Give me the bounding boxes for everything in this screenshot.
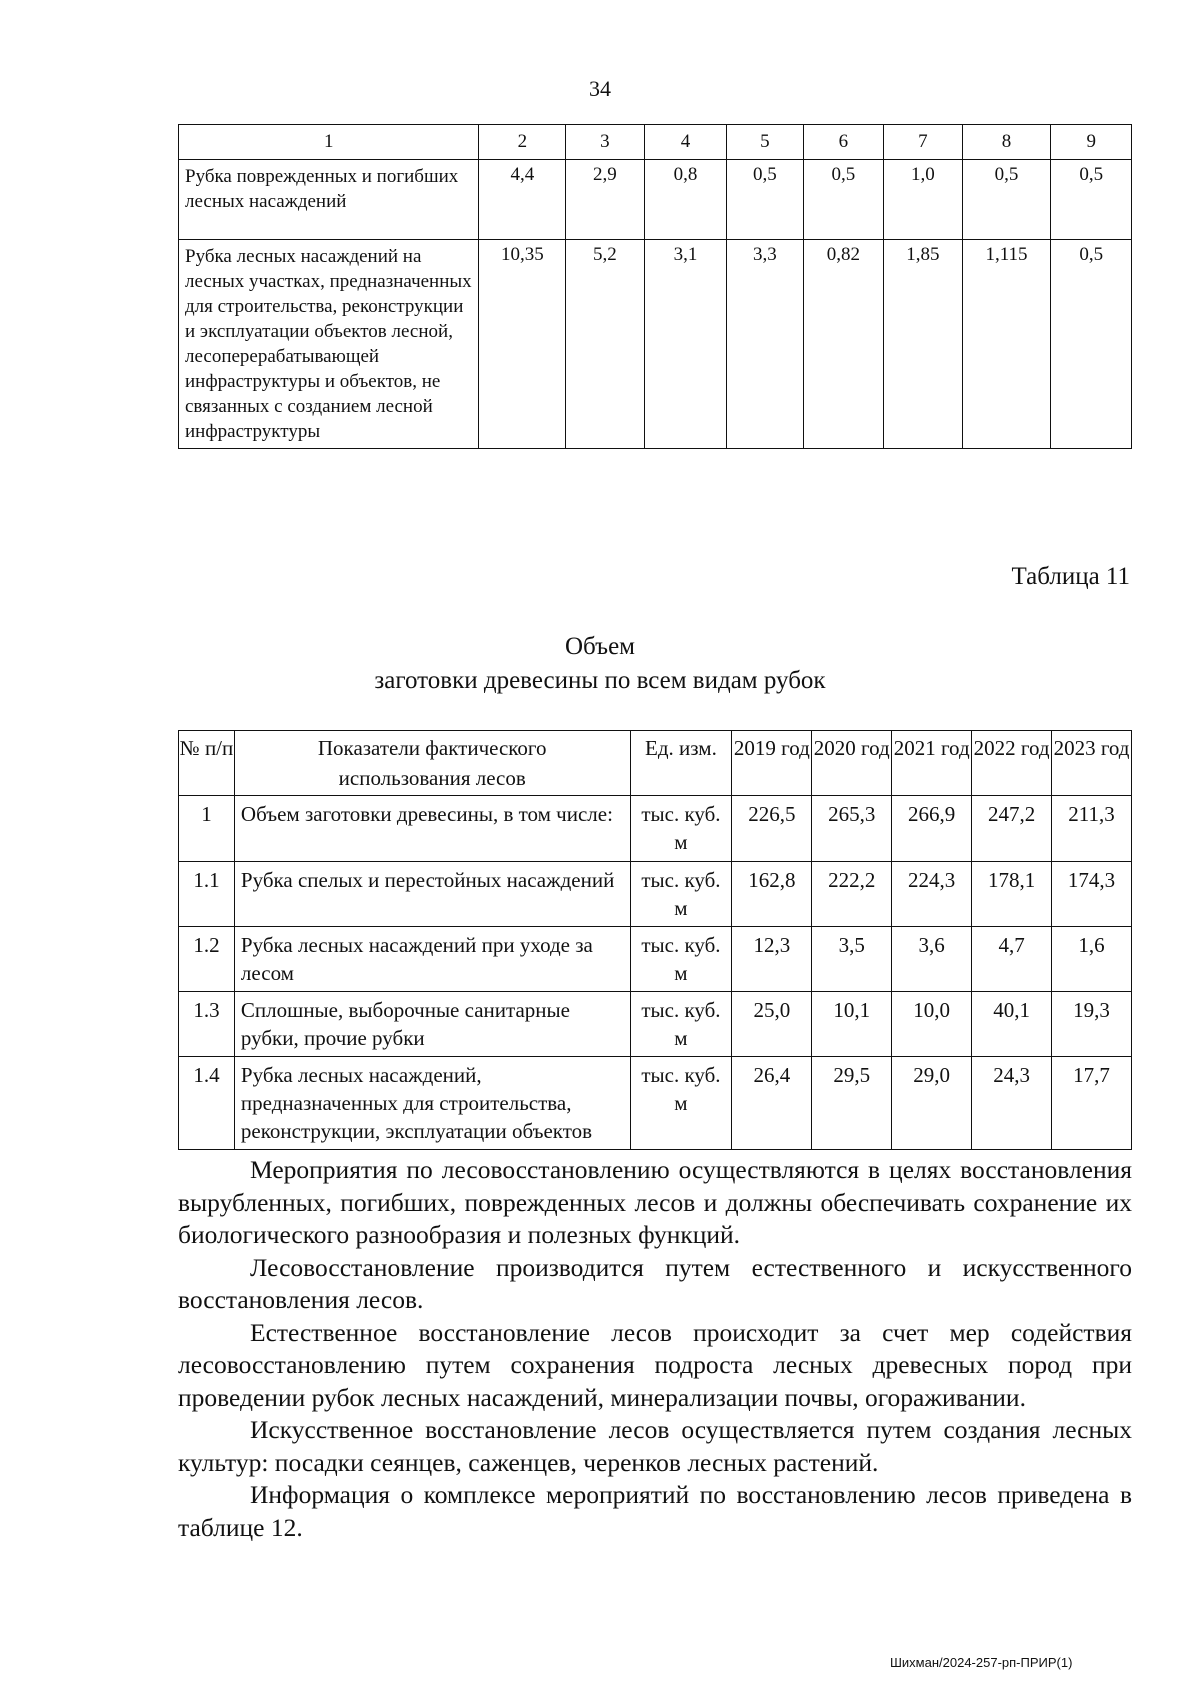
table-11-label: Таблица 11 (1011, 563, 1130, 590)
row-indicator: Сплошные, выборочные санитарные рубки, прочие рубки (234, 992, 630, 1057)
paragraph: Искусственное восстановление лесов осуществляется путем создания лесных культур: посадки сеянцев, саженцев, черенков лесных растений. (178, 1415, 1132, 1477)
column-header-num: № п/п (179, 731, 235, 796)
cell-value: 3,6 (892, 927, 972, 992)
cell-value: 174,3 (1052, 862, 1132, 927)
cell-value: 1,0 (884, 160, 962, 240)
document-code: Шихман/2024-257-рп-ПРИР(1) (890, 1655, 1073, 1670)
cell-value: 19,3 (1052, 992, 1132, 1057)
row-indicator: Рубка спелых и перестойных насаждений (234, 862, 630, 927)
column-header: 5 (727, 125, 803, 160)
column-header: 4 (644, 125, 727, 160)
row-number: 1.4 (179, 1057, 235, 1150)
table-row (179, 1057, 1132, 1150)
table-row (179, 992, 1132, 1057)
row-indicator: Объем заготовки древесины, в том числе: (234, 796, 630, 862)
page-number: 34 (589, 76, 611, 101)
column-header-2021: 2021 год (892, 731, 972, 796)
cell-value: 1,85 (884, 240, 962, 449)
column-header: 1 (179, 125, 479, 160)
cell-value: 3,3 (727, 240, 803, 449)
cell-value: 0,5 (962, 160, 1051, 240)
table-11-title (0, 630, 1200, 698)
column-header: 3 (566, 125, 644, 160)
cell-value: 2,9 (566, 160, 644, 240)
column-header-2023: 2023 год (1052, 731, 1132, 796)
cell-value: 0,8 (644, 160, 727, 240)
paragraph: Естественное восстановление лесов происходит за счет мер содействия лесовосстановлению путем сохранения подроста лесных древесных пород при проведении рубок лесных насаждений, минерализации почвы, огораживании. (178, 1317, 1132, 1412)
table-11-title-line-2: заготовки древесины по всем видам рубок (374, 667, 826, 694)
table-row (179, 240, 1132, 449)
cell-value: 17,7 (1052, 1057, 1132, 1150)
row-unit: тыс. куб. м (630, 796, 732, 862)
paragraph: Мероприятия по лесовосстановлению осуществляются в целях восстановления вырубленных, погибших, поврежденных лесов и должны обеспечивать сохранение их биологического разнообразия и полезных функций. (178, 1155, 1132, 1249)
table-10-continuation (178, 124, 1132, 449)
row-unit: тыс. куб. м (630, 862, 732, 927)
cell-value: 1,115 (962, 240, 1051, 449)
cell-value: 29,5 (812, 1057, 892, 1150)
column-header-2019: 2019 год (732, 731, 812, 796)
cell-value: 178,1 (972, 862, 1052, 927)
paragraph: Лесовосстановление производится путем естественного и искусственного восстановления лесов. (178, 1252, 1132, 1314)
table-header-row (179, 731, 1132, 796)
cell-value: 12,3 (732, 927, 812, 992)
cell-value: 1,6 (1052, 927, 1132, 992)
row-label: Рубка поврежденных и погибших лесных насаждений (179, 160, 479, 240)
cell-value: 266,9 (892, 796, 972, 862)
row-number: 1.1 (179, 862, 235, 927)
cell-value: 222,2 (812, 862, 892, 927)
cell-value: 29,0 (892, 1057, 972, 1150)
cell-value: 265,3 (812, 796, 892, 862)
cell-value: 0,5 (727, 160, 803, 240)
row-indicator: Рубка лесных насаждений, предназначенных для строительства, реконструкции, эксплуатации объектов (234, 1057, 630, 1150)
column-header: 2 (479, 125, 566, 160)
column-header: 7 (884, 125, 962, 160)
row-unit: тыс. куб. м (630, 992, 732, 1057)
cell-value: 4,7 (972, 927, 1052, 992)
table-11-title-line-1: Объем (565, 633, 635, 660)
table-header-row (179, 125, 1132, 160)
cell-value: 10,0 (892, 992, 972, 1057)
row-unit: тыс. куб. м (630, 1057, 732, 1150)
column-header: 8 (962, 125, 1051, 160)
cell-value: 224,3 (892, 862, 972, 927)
body-text (178, 1154, 1132, 1544)
row-number: 1.3 (179, 992, 235, 1057)
cell-value: 10,1 (812, 992, 892, 1057)
row-number: 1.2 (179, 927, 235, 992)
row-indicator: Рубка лесных насаждений при уходе за лесом (234, 927, 630, 992)
column-header: 6 (803, 125, 884, 160)
row-unit: тыс. куб. м (630, 927, 732, 992)
cell-value: 3,1 (644, 240, 727, 449)
column-header-unit: Ед. изм. (630, 731, 732, 796)
cell-value: 226,5 (732, 796, 812, 862)
row-label: Рубка лесных насаждений на лесных участках, предназначенных для строительства, реконструкции и эксплуатации объектов лесной, лесоперерабатывающей инфраструктуры и объектов, не связанных с созданием лесной инфраструктуры (179, 240, 479, 449)
cell-value: 0,82 (803, 240, 884, 449)
cell-value: 4,4 (479, 160, 566, 240)
column-header-2020: 2020 год (812, 731, 892, 796)
cell-value: 3,5 (812, 927, 892, 992)
table-row (179, 862, 1132, 927)
table-row (179, 160, 1132, 240)
column-header: 9 (1051, 125, 1132, 160)
cell-value: 162,8 (732, 862, 812, 927)
column-header-indicator: Показатели фактического использования лесов (234, 731, 630, 796)
row-number: 1 (179, 796, 235, 862)
table-row (179, 796, 1132, 862)
cell-value: 24,3 (972, 1057, 1052, 1150)
cell-value: 247,2 (972, 796, 1052, 862)
cell-value: 25,0 (732, 992, 812, 1057)
cell-value: 26,4 (732, 1057, 812, 1150)
cell-value: 0,5 (1051, 240, 1132, 449)
column-header-2022: 2022 год (972, 731, 1052, 796)
cell-value: 0,5 (803, 160, 884, 240)
table-row (179, 927, 1132, 992)
cell-value: 0,5 (1051, 160, 1132, 240)
paragraph: Информация о комплексе мероприятий по восстановлению лесов приведена в таблице 12. (178, 1480, 1132, 1542)
cell-value: 10,35 (479, 240, 566, 449)
table-11 (178, 730, 1132, 1150)
cell-value: 40,1 (972, 992, 1052, 1057)
cell-value: 211,3 (1052, 796, 1132, 862)
cell-value: 5,2 (566, 240, 644, 449)
